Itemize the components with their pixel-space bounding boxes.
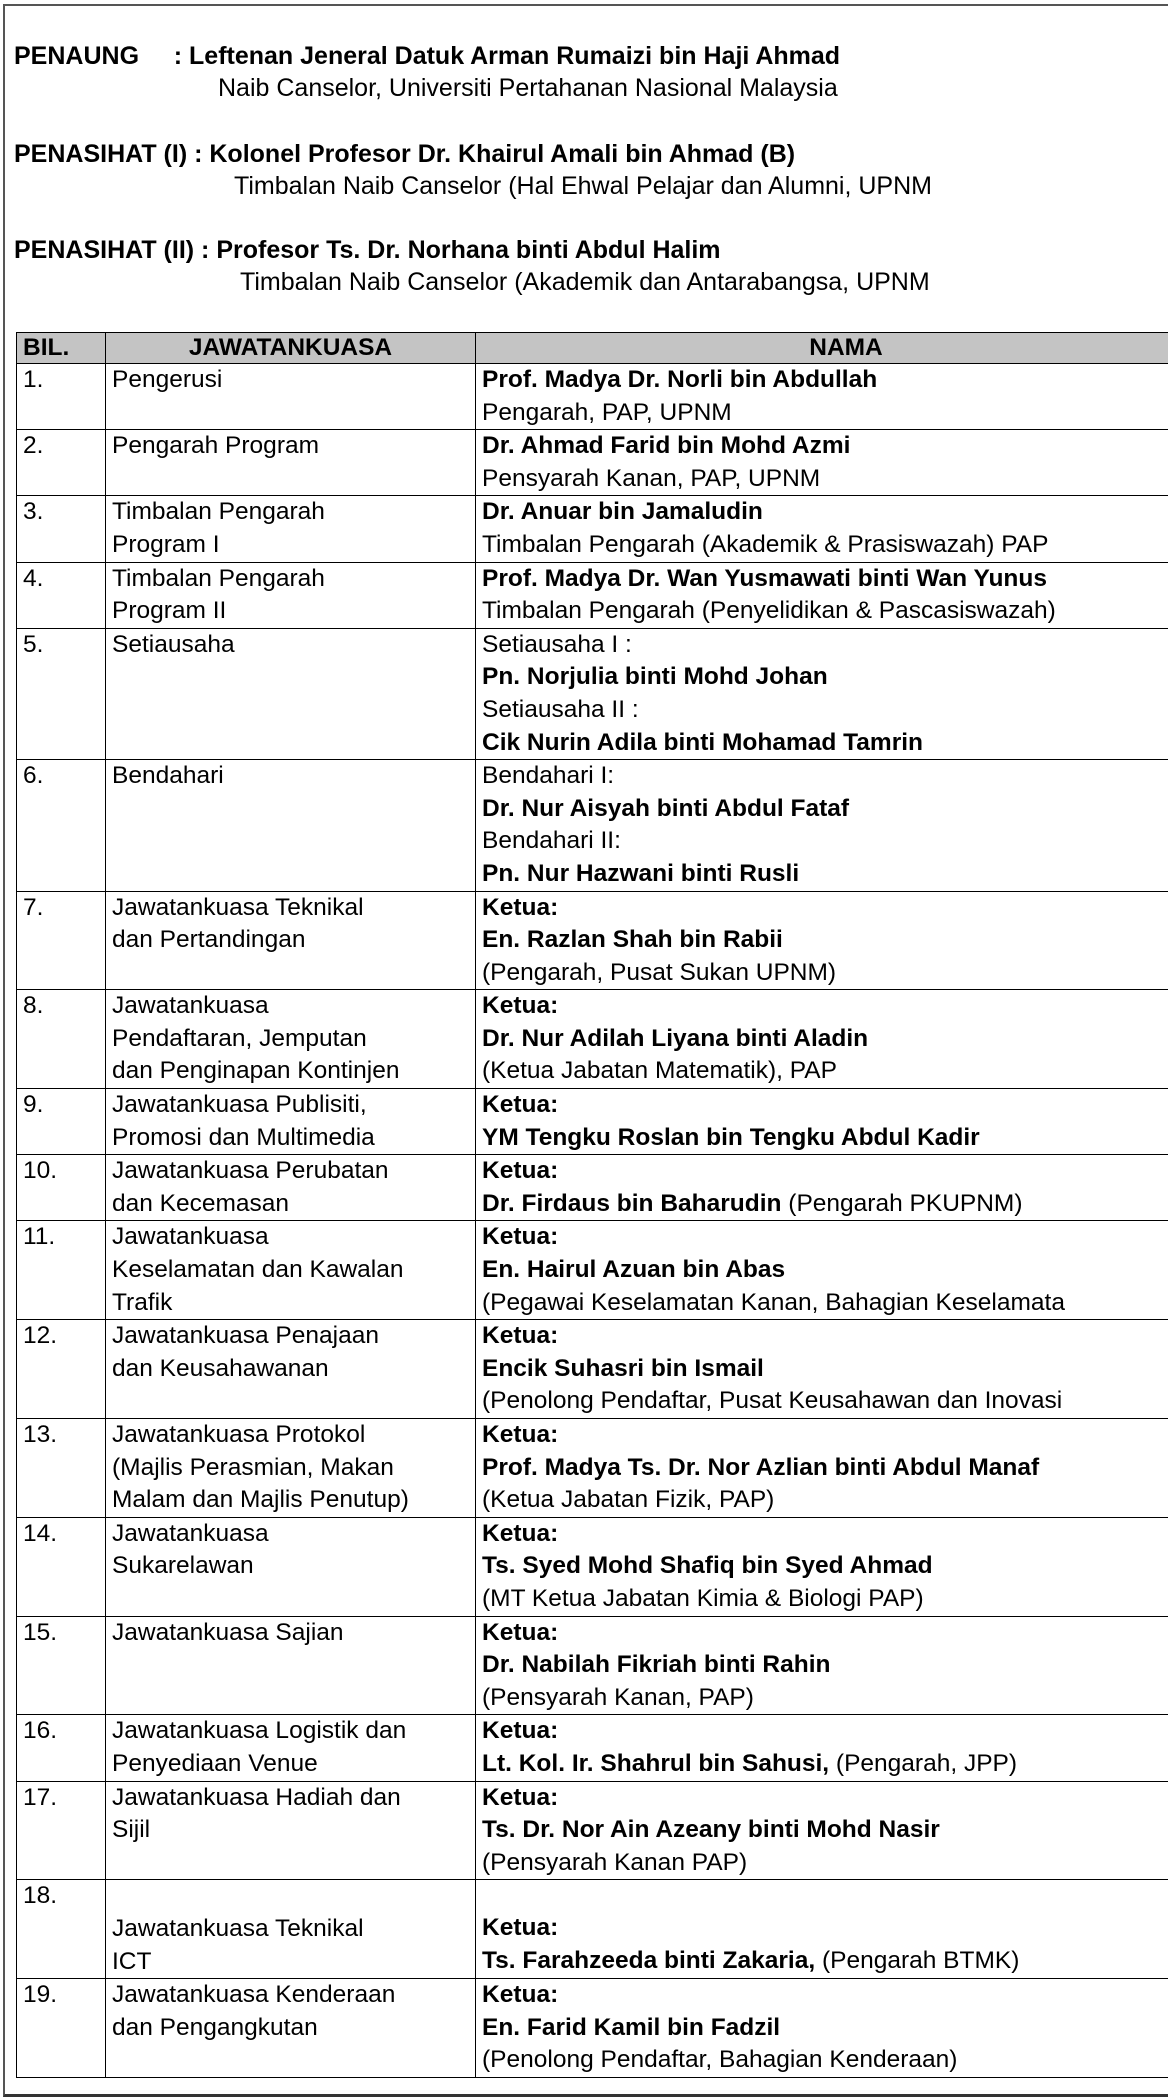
name-cell	[476, 1715, 1168, 1781]
header-nama: NAMA	[476, 333, 1168, 364]
committee-line: Timbalan Pengarah	[112, 496, 469, 529]
table-row	[17, 364, 1168, 430]
table-row	[17, 430, 1168, 496]
penasihat-2-line	[14, 234, 721, 266]
person-name: Ts. Dr. Nor Ain Azeany binti Mohd Nasir	[482, 1816, 940, 1843]
name-line	[482, 364, 1168, 397]
committee-cell	[106, 1781, 476, 1880]
person-name: Dr. Anuar bin Jamaludin	[482, 498, 763, 525]
table-row	[17, 990, 1168, 1089]
name-line	[482, 563, 1168, 596]
committee-line: Jawatankuasa Logistik dan	[112, 1715, 469, 1748]
person-name: YM Tengku Roslan bin Tengku Abdul Kadir	[482, 1124, 980, 1151]
committee-line: dan Keusahawanan	[112, 1353, 469, 1386]
committee-line: Jawatankuasa Publisiti,	[112, 1089, 469, 1122]
row-number: 18.	[17, 1880, 106, 1979]
name-line	[482, 1385, 1168, 1418]
committee-line: Pengerusi	[112, 364, 469, 397]
row-number: 12.	[17, 1320, 106, 1419]
person-name: Prof. Madya Dr. Wan Yusmawati binti Wan Yunus	[482, 565, 1047, 592]
table-row	[17, 1221, 1168, 1320]
person-name: Profesor Ts. Dr. Norhana binti Abdul Halim	[216, 236, 720, 264]
committee-line: Jawatankuasa	[112, 1518, 469, 1551]
name-line	[482, 430, 1168, 463]
position-text: Bendahari II:	[482, 827, 621, 854]
separator: :	[139, 42, 189, 70]
row-number: 9.	[17, 1089, 106, 1155]
committee-cell	[106, 1155, 476, 1221]
committee-line: Jawatankuasa	[112, 990, 469, 1023]
row-number: 5.	[17, 628, 106, 759]
position-text: Pensyarah Kanan, PAP, UPNM	[482, 465, 820, 492]
name-line	[482, 793, 1168, 826]
person-name: Leftenan Jeneral Datuk Arman Rumaizi bin Haji Ahmad	[189, 42, 840, 70]
name-line	[482, 1419, 1168, 1452]
separator: :	[194, 236, 216, 264]
name-line	[482, 1287, 1168, 1320]
name-cell	[476, 1155, 1168, 1221]
header-bil: BIL.	[17, 333, 106, 364]
committee-line	[112, 1880, 469, 1913]
name-cell	[476, 1517, 1168, 1616]
person-name: Pn. Norjulia binti Mohd Johan	[482, 663, 828, 690]
name-line	[482, 1880, 1168, 1912]
name-line	[482, 1155, 1168, 1188]
name-line	[482, 1748, 1168, 1781]
name-line	[482, 957, 1168, 990]
committee-line: Jawatankuasa Teknikal	[112, 892, 469, 925]
table-row	[17, 1155, 1168, 1221]
row-number: 3.	[17, 496, 106, 562]
person-name: Ketua:	[482, 1091, 558, 1118]
person-name: Dr. Ahmad Farid bin Mohd Azmi	[482, 432, 850, 459]
name-line	[482, 990, 1168, 1023]
name-line	[482, 1254, 1168, 1287]
name-line	[482, 661, 1168, 694]
name-line	[482, 1583, 1168, 1616]
committee-line: dan Pertandingan	[112, 924, 469, 957]
name-line	[482, 1221, 1168, 1254]
person-name: En. Farid Kamil bin Fadzil	[482, 2014, 780, 2041]
row-number: 19.	[17, 1979, 106, 2078]
committee-line: Jawatankuasa Sajian	[112, 1617, 469, 1650]
name-line	[482, 858, 1168, 891]
name-cell	[476, 628, 1168, 759]
person-name: Prof. Madya Dr. Norli bin Abdullah	[482, 366, 877, 393]
name-line	[482, 1353, 1168, 1386]
person-name: Ts. Syed Mohd Shafiq bin Syed Ahmad	[482, 1552, 933, 1579]
name-line	[482, 1682, 1168, 1715]
position-text: Timbalan Pengarah (Penyelidikan & Pascasiswazah)	[482, 597, 1056, 624]
name-cell	[476, 891, 1168, 990]
committee-cell	[106, 430, 476, 496]
committee-cell	[106, 1880, 476, 1979]
position-text: (Penolong Pendaftar, Pusat Keusahawan dan Inovasi	[482, 1387, 1062, 1414]
name-cell	[476, 562, 1168, 628]
table-row	[17, 562, 1168, 628]
position-text: (Pensyarah Kanan PAP)	[482, 1849, 747, 1876]
table-row	[17, 496, 1168, 562]
name-line	[482, 2044, 1168, 2077]
person-name: Ketua:	[482, 1914, 558, 1941]
name-line	[482, 629, 1168, 662]
committee-cell	[106, 628, 476, 759]
name-line	[482, 1122, 1168, 1155]
position-text: Setiausaha II :	[482, 696, 639, 723]
position-text: (Penolong Pendaftar, Bahagian Kenderaan)	[482, 2046, 957, 2073]
name-line	[482, 2012, 1168, 2045]
name-line	[482, 1847, 1168, 1880]
person-name: En. Hairul Azuan bin Abas	[482, 1256, 785, 1283]
row-number: 10.	[17, 1155, 106, 1221]
table-row	[17, 628, 1168, 759]
name-line	[482, 1484, 1168, 1517]
position-text: Setiausaha I :	[482, 631, 632, 658]
position-text: (Pengarah, Pusat Sukan UPNM)	[482, 959, 836, 986]
name-line	[482, 1715, 1168, 1748]
position-text: (MT Ketua Jabatan Kimia & Biologi PAP)	[482, 1585, 924, 1612]
committee-line: Pendaftaran, Jemputan	[112, 1023, 469, 1056]
person-name: Dr. Nabilah Fikriah binti Rahin	[482, 1651, 831, 1678]
position-text: Timbalan Pengarah (Akademik & Prasiswazah) PAP	[482, 531, 1048, 558]
name-line	[482, 529, 1168, 562]
person-name: Dr. Firdaus bin Baharudin	[482, 1190, 781, 1217]
position-text: (Pengarah, JPP)	[829, 1750, 1017, 1777]
person-name: Ketua:	[482, 1981, 558, 2008]
table-row	[17, 1880, 1168, 1979]
row-number: 7.	[17, 891, 106, 990]
name-line	[482, 1782, 1168, 1815]
committee-cell	[106, 1320, 476, 1419]
separator: :	[187, 140, 209, 168]
committee-line: Sijil	[112, 1814, 469, 1847]
committee-table	[16, 332, 1168, 2078]
person-name: Ketua:	[482, 1421, 558, 1448]
person-name: Ketua:	[482, 1322, 558, 1349]
row-number: 1.	[17, 364, 106, 430]
name-line	[482, 1518, 1168, 1551]
name-cell	[476, 1880, 1168, 1979]
row-number: 11.	[17, 1221, 106, 1320]
position-text: (Pengarah BTMK)	[815, 1947, 1019, 1974]
name-line	[482, 595, 1168, 628]
committee-cell	[106, 760, 476, 891]
name-line	[482, 496, 1168, 529]
committee-line: Promosi dan Multimedia	[112, 1122, 469, 1155]
committee-line: Sukarelawan	[112, 1550, 469, 1583]
table-row	[17, 1089, 1168, 1155]
table-row	[17, 1979, 1168, 2078]
committee-cell	[106, 1616, 476, 1715]
person-name: Pn. Nur Hazwani binti Rusli	[482, 860, 799, 887]
committee-line: Malam dan Majlis Penutup)	[112, 1484, 469, 1517]
name-line	[482, 892, 1168, 925]
name-line	[482, 1912, 1168, 1945]
name-line	[482, 1023, 1168, 1056]
committee-cell	[106, 1715, 476, 1781]
person-name: En. Razlan Shah bin Rabii	[482, 926, 783, 953]
name-line	[482, 760, 1168, 793]
table-row	[17, 1715, 1168, 1781]
committee-cell	[106, 364, 476, 430]
position-text: (Pegawai Keselamatan Kanan, Bahagian Keselamata	[482, 1289, 1065, 1316]
committee-line: Program I	[112, 529, 469, 562]
penasihat-1-title: Timbalan Naib Canselor (Hal Ehwal Pelajar dan Alumni, UPNM	[234, 170, 932, 202]
person-name: Ketua:	[482, 992, 558, 1019]
committee-line: Jawatankuasa Teknikal	[112, 1913, 469, 1946]
role-label: PENASIHAT (II)	[14, 236, 194, 264]
table-row	[17, 891, 1168, 990]
position-text: (Ketua Jabatan Fizik, PAP)	[482, 1486, 774, 1513]
name-line	[482, 1188, 1168, 1221]
committee-cell	[106, 1979, 476, 2078]
person-name: Ketua:	[482, 1619, 558, 1646]
person-name: Ketua:	[482, 1157, 558, 1184]
name-cell	[476, 760, 1168, 891]
position-text: Pengarah, PAP, UPNM	[482, 399, 732, 426]
person-name: Ketua:	[482, 1717, 558, 1744]
person-name: Ketua:	[482, 1520, 558, 1547]
committee-cell	[106, 1221, 476, 1320]
name-line	[482, 1452, 1168, 1485]
row-number: 4.	[17, 562, 106, 628]
name-line	[482, 1617, 1168, 1650]
header-jawatankuasa: JAWATANKUASA	[106, 333, 476, 364]
person-name: Ts. Farahzeeda binti Zakaria,	[482, 1947, 815, 1974]
penasihat-1-line	[14, 138, 795, 170]
name-line	[482, 1320, 1168, 1353]
name-line	[482, 1945, 1168, 1978]
name-cell	[476, 1979, 1168, 2078]
person-name: Prof. Madya Ts. Dr. Nor Azlian binti Abdul Manaf	[482, 1454, 1039, 1481]
person-name: Kolonel Profesor Dr. Khairul Amali bin Ahmad (B)	[209, 140, 795, 168]
row-number: 16.	[17, 1715, 106, 1781]
row-number: 6.	[17, 760, 106, 891]
penaung-line	[14, 40, 840, 72]
name-cell	[476, 990, 1168, 1089]
table-header	[17, 333, 1168, 364]
row-number: 15.	[17, 1616, 106, 1715]
role-label: PENASIHAT (I)	[14, 140, 187, 168]
name-line	[482, 924, 1168, 957]
committee-cell	[106, 990, 476, 1089]
table-row	[17, 1517, 1168, 1616]
committee-line: Penyediaan Venue	[112, 1748, 469, 1781]
committee-line: Jawatankuasa Kenderaan	[112, 1979, 469, 2012]
name-line	[482, 463, 1168, 496]
name-cell	[476, 1419, 1168, 1518]
name-cell	[476, 1320, 1168, 1419]
committee-line: Setiausaha	[112, 629, 469, 662]
person-name: Ketua:	[482, 1223, 558, 1250]
committee-line: Jawatankuasa Protokol	[112, 1419, 469, 1452]
committee-line: Bendahari	[112, 760, 469, 793]
name-line	[482, 1814, 1168, 1847]
name-cell	[476, 496, 1168, 562]
name-line	[482, 1089, 1168, 1122]
table-row	[17, 1419, 1168, 1518]
person-name: Dr. Nur Aisyah binti Abdul Fataf	[482, 795, 849, 822]
penaung-title: Naib Canselor, Universiti Pertahanan Nasional Malaysia	[218, 72, 838, 104]
name-line	[482, 397, 1168, 430]
person-name: Dr. Nur Adilah Liyana binti Aladin	[482, 1025, 868, 1052]
name-line	[482, 694, 1168, 727]
committee-line: ICT	[112, 1946, 469, 1979]
committee-line: dan Kecemasan	[112, 1188, 469, 1221]
position-text: (Ketua Jabatan Matematik), PAP	[482, 1057, 837, 1084]
committee-cell	[106, 562, 476, 628]
table-row	[17, 1781, 1168, 1880]
committee-cell	[106, 496, 476, 562]
person-name: Ketua:	[482, 1784, 558, 1811]
name-cell	[476, 1781, 1168, 1880]
committee-line: Jawatankuasa	[112, 1221, 469, 1254]
name-cell	[476, 1089, 1168, 1155]
name-line	[482, 1550, 1168, 1583]
table-row	[17, 1616, 1168, 1715]
name-line	[482, 1979, 1168, 2012]
name-line	[482, 825, 1168, 858]
committee-cell	[106, 891, 476, 990]
row-number: 8.	[17, 990, 106, 1089]
person-name: Lt. Kol. Ir. Shahrul bin Sahusi,	[482, 1750, 829, 1777]
name-line	[482, 1055, 1168, 1088]
committee-cell	[106, 1517, 476, 1616]
row-number: 17.	[17, 1781, 106, 1880]
committee-line: (Majlis Perasmian, Makan	[112, 1452, 469, 1485]
person-name: Encik Suhasri bin Ismail	[482, 1355, 764, 1382]
committee-line: Jawatankuasa Hadiah dan	[112, 1782, 469, 1815]
position-text: (Pengarah PKUPNM)	[781, 1190, 1022, 1217]
row-number: 2.	[17, 430, 106, 496]
position-text: (Pensyarah Kanan, PAP)	[482, 1684, 754, 1711]
row-number: 13.	[17, 1419, 106, 1518]
table-row	[17, 760, 1168, 891]
committee-line: Jawatankuasa Penajaan	[112, 1320, 469, 1353]
role-label: PENAUNG	[14, 42, 139, 70]
committee-line: Keselamatan dan Kawalan	[112, 1254, 469, 1287]
committee-cell	[106, 1089, 476, 1155]
name-cell	[476, 430, 1168, 496]
committee-line: Timbalan Pengarah	[112, 563, 469, 596]
name-cell	[476, 1616, 1168, 1715]
name-line	[482, 1649, 1168, 1682]
position-text: Bendahari I:	[482, 762, 614, 789]
row-number: 14.	[17, 1517, 106, 1616]
person-name: Ketua:	[482, 894, 558, 921]
committee-line: dan Pengangkutan	[112, 2012, 469, 2045]
name-cell	[476, 364, 1168, 430]
committee-line: Pengarah Program	[112, 430, 469, 463]
committee-line: dan Penginapan Kontinjen	[112, 1055, 469, 1088]
person-name: Cik Nurin Adila binti Mohamad Tamrin	[482, 729, 923, 756]
table-row	[17, 1320, 1168, 1419]
committee-line: Trafik	[112, 1287, 469, 1320]
name-line	[482, 727, 1168, 760]
committee-line: Program II	[112, 595, 469, 628]
penasihat-2-title: Timbalan Naib Canselor (Akademik dan Antarabangsa, UPNM	[240, 266, 930, 298]
name-cell	[476, 1221, 1168, 1320]
committee-cell	[106, 1419, 476, 1518]
committee-line: Jawatankuasa Perubatan	[112, 1155, 469, 1188]
